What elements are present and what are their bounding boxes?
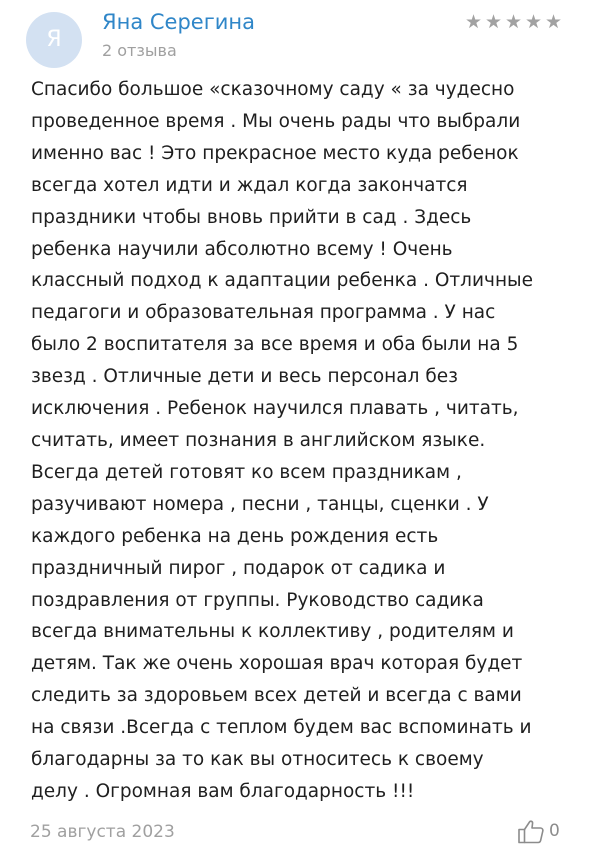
review-text-line: на связи .Всегда с теплом будем вас вспоминать и bbox=[31, 717, 532, 739]
review-text-line: поздравления от группы. Руководство садика bbox=[31, 589, 484, 611]
star-icon: ★ bbox=[464, 11, 483, 33]
review-text-line: звезд . Отличные дети и весь персонал без bbox=[31, 366, 458, 388]
review-text-line: каждого ребенка на день рождения есть bbox=[31, 525, 439, 547]
avatar[interactable]: Я bbox=[26, 12, 82, 68]
review-text-line: именно вас ! Это прекрасное место куда ребенок bbox=[31, 142, 519, 164]
star-icon: ★ bbox=[524, 11, 543, 33]
review-text bbox=[31, 74, 566, 808]
review-text-line: было 2 воспитателя за все время и оба были на 5 bbox=[31, 334, 519, 356]
star-icon: ★ bbox=[504, 11, 523, 33]
review-text-line: делу . Огромная вам благодарность !!! bbox=[31, 780, 415, 802]
review-date: 25 августа 2023 bbox=[30, 822, 175, 842]
review-text-line: детям. Так же очень хорошая врач которая будет bbox=[31, 653, 523, 675]
review-text-line: классный подход к адаптации ребенка . Отличные bbox=[31, 270, 534, 292]
star-icon: ★ bbox=[544, 11, 563, 33]
author-name-link[interactable]: Яна Серегина bbox=[102, 10, 255, 34]
review-text-line: Всегда детей готовят ко всем праздникам , bbox=[31, 461, 462, 483]
review-text-line: благодарны за то как вы относитесь к своему bbox=[31, 749, 484, 771]
review-text-line: проведенное время . Мы очень рады что выбрали bbox=[31, 110, 521, 132]
thumbs-up-icon bbox=[517, 818, 545, 844]
review-text-line: считать, имеет познания в английском языке. bbox=[31, 429, 486, 451]
like-count: 0 bbox=[549, 821, 560, 841]
review-text-line: ребенка научили абсолютно всему ! Очень bbox=[31, 238, 453, 260]
review-text-line: всегда хотел идти и ждал когда закончатся bbox=[31, 174, 468, 196]
review-text-line: Спасибо большое «сказочному саду « за чудесно bbox=[31, 79, 515, 100]
review-text-line: всегда внимательны к коллективу , родителям и bbox=[31, 621, 514, 643]
rating-stars bbox=[464, 10, 563, 34]
review-text-line: педагоги и образовательная программа . У нас bbox=[31, 302, 496, 324]
review-text-line: праздничный пирог , подарок от садика и bbox=[31, 557, 446, 579]
review-text-line: исключения . Ребенок научился плавать , читать, bbox=[31, 398, 519, 420]
review-text-line: следить за здоровьем всех детей и всегда с вами bbox=[31, 685, 522, 707]
star-icon: ★ bbox=[484, 11, 503, 33]
review-text-line: праздники чтобы вновь прийти в сад . Здесь bbox=[31, 206, 472, 228]
like-button[interactable] bbox=[517, 818, 560, 844]
review-text-line: разучивают номера , песни , танцы, сценки . У bbox=[31, 493, 489, 515]
author-reviews-count: 2 отзыва bbox=[102, 41, 177, 60]
